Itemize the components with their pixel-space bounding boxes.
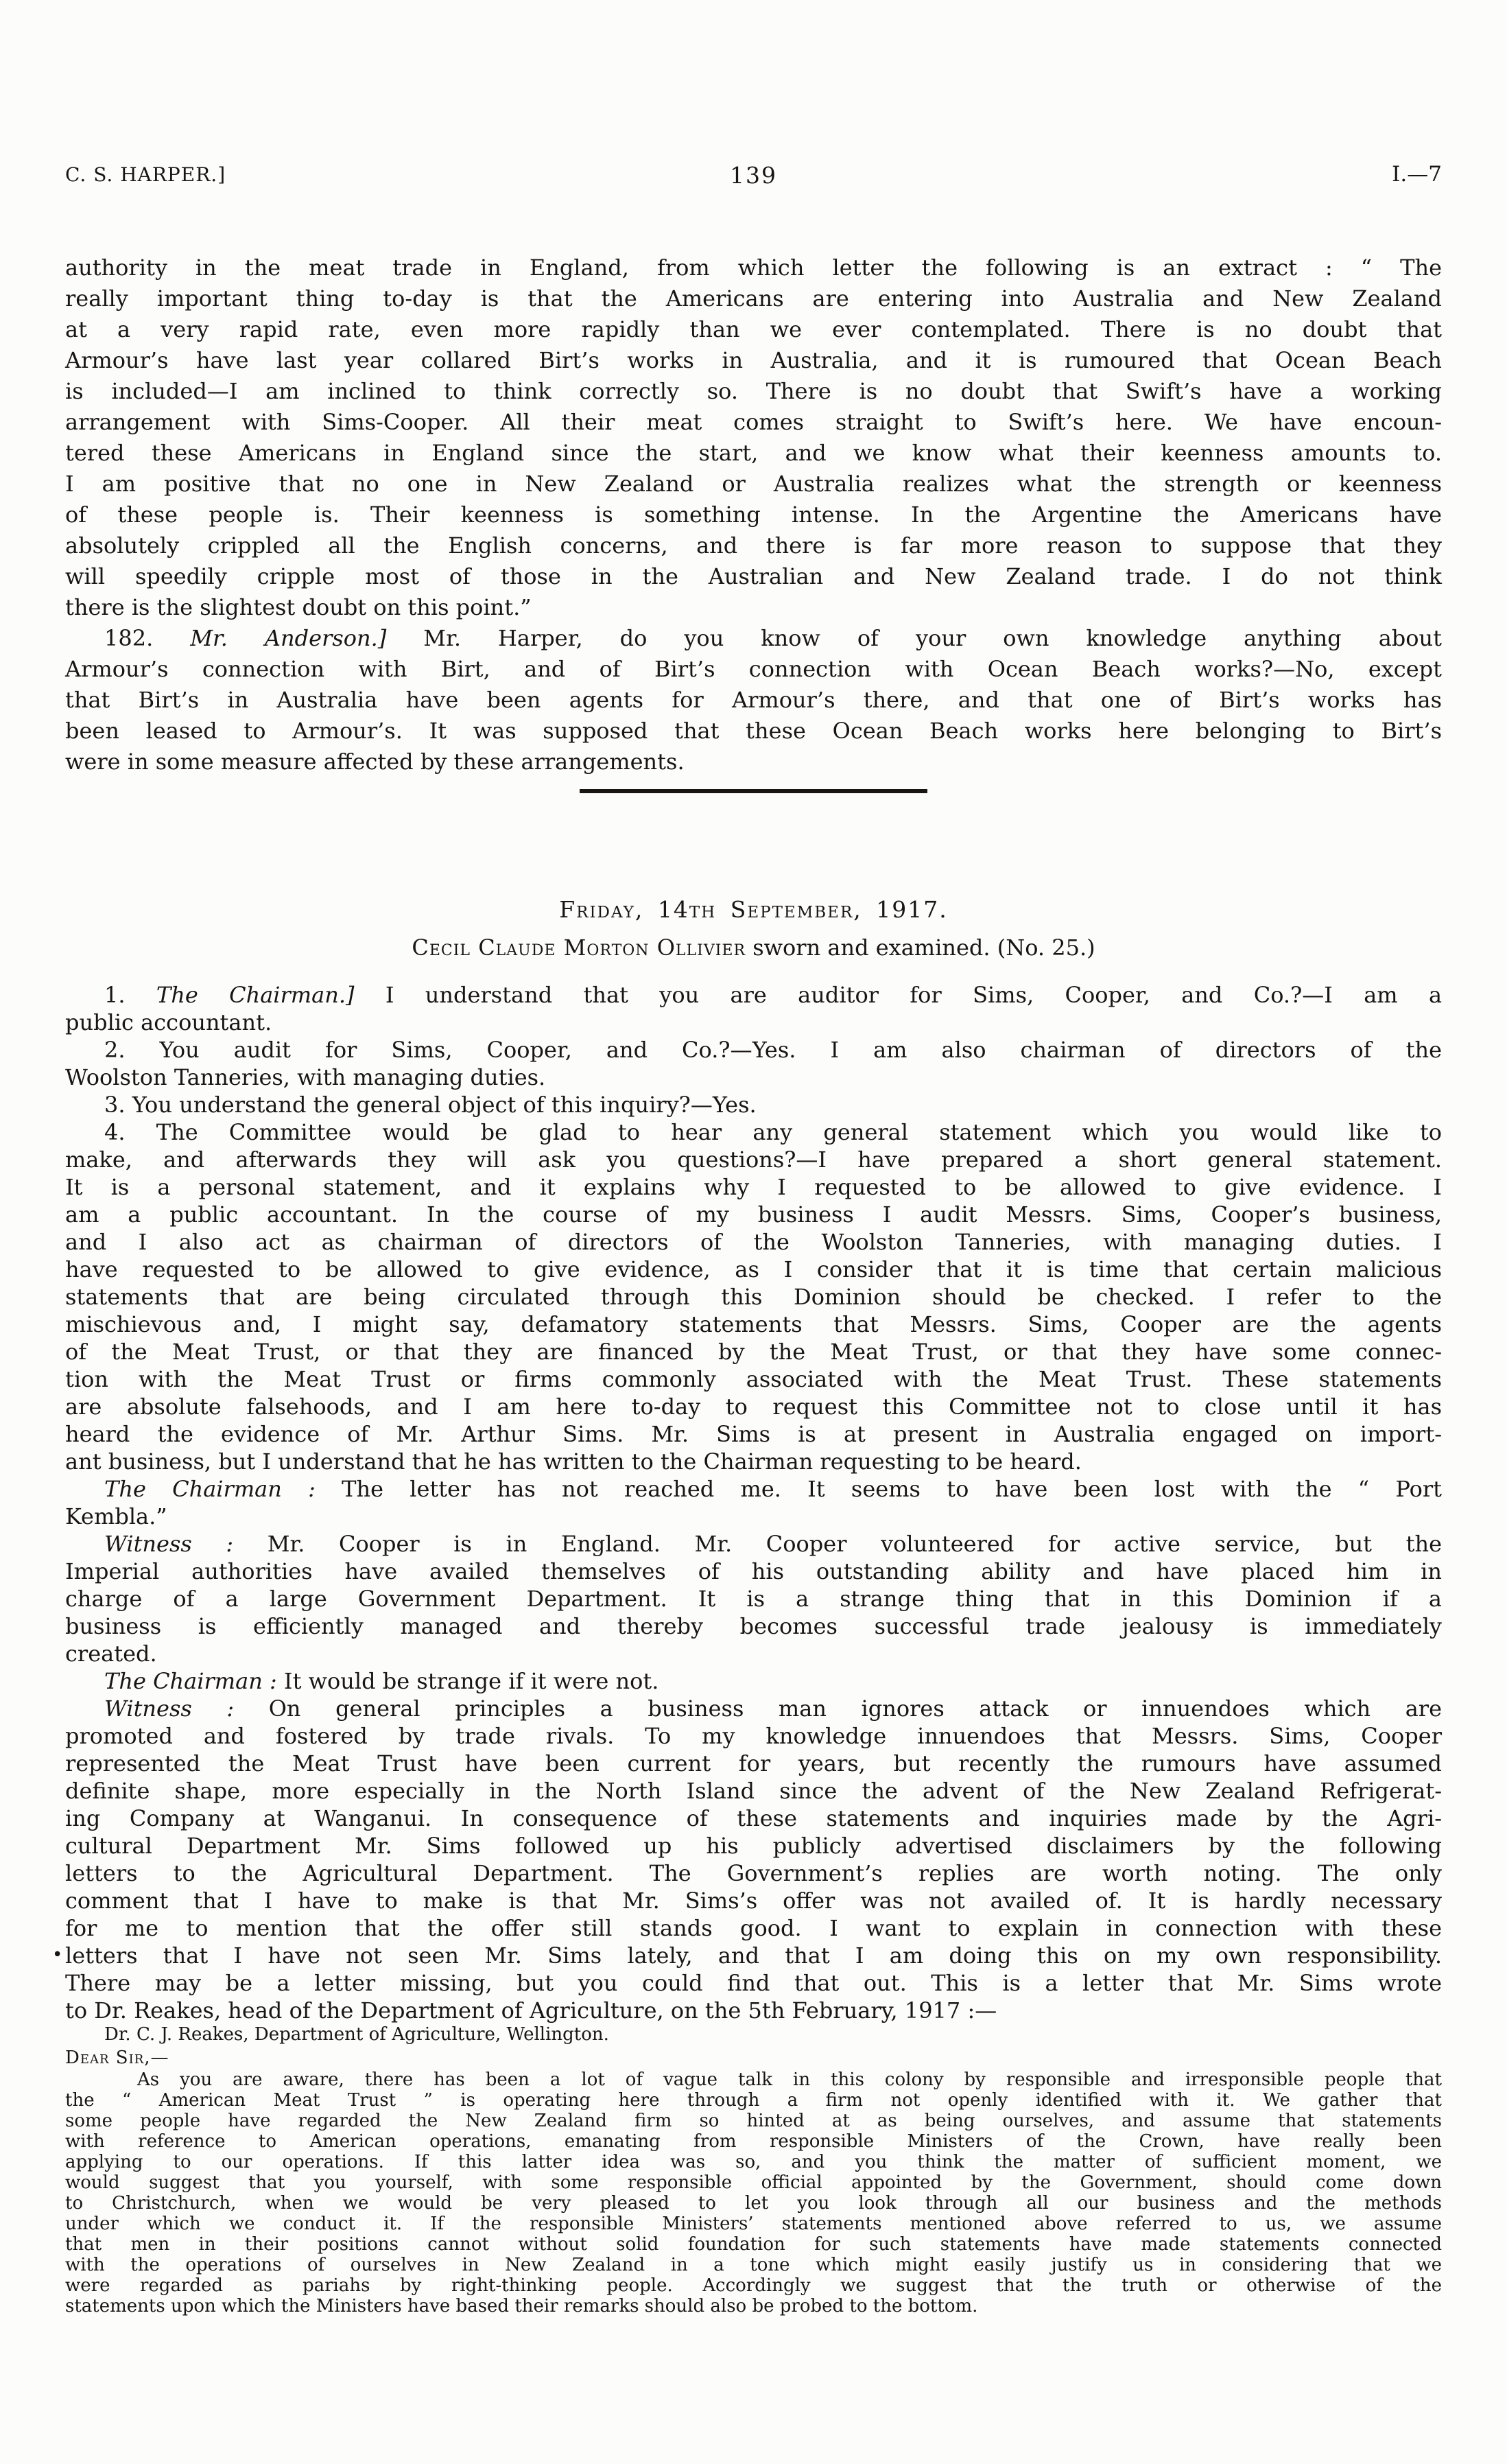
text-line: 4. The Committee would be glad to hear any general statement which you would like to: [104, 1119, 1442, 1145]
text-line: statements that are being circulated through this Dominion should be checked. I refer to the: [65, 1284, 1442, 1310]
paragraph: [65, 1530, 1442, 1667]
paragraph: [65, 253, 1442, 623]
text-line: [65, 1695, 1442, 1722]
text-line: arrangement with Sims-Cooper. All their meat comes straight to Swift’s here. We have encoun-: [65, 409, 1442, 435]
text-line: is included—I am inclined to think correctly so. There is no doubt that Swift’s have a working: [65, 378, 1442, 404]
text-line: cultural Department Mr. Sims followed up his publicly advertised disclaimers by the following: [65, 1833, 1442, 1859]
text-line: with reference to American operations, emanating from responsible Ministers of the Crown, have really been: [65, 2131, 1442, 2152]
text-line: It is a personal statement, and it explains why I requested to be allowed to give evidence. I: [65, 1174, 1442, 1200]
text-line: there is the slightest doubt on this point.”: [65, 594, 532, 620]
text-segment: 182.: [104, 625, 191, 651]
text-line: charge of a large Government Department. It is a strange thing that in this Dominion if a: [65, 1586, 1442, 1612]
paragraph: [65, 1091, 1442, 1118]
text-line: letters that I have not seen Mr. Sims lately, and that I am doing this on my own responsibility.: [65, 1943, 1442, 1969]
speaker-label: The Chairman :: [104, 1476, 342, 1502]
paragraph: [65, 2069, 1442, 2316]
speaker-label: Witness :: [104, 1696, 269, 1722]
page-number: 139: [730, 162, 777, 189]
previous-witness-ref: C. S. HARPER.]: [65, 163, 226, 186]
text-line: heard the evidence of Mr. Arthur Sims. Mr. Sims is at present in Australia engaged on import-: [65, 1421, 1442, 1447]
text-line: business is efficiently managed and thereby becomes successful trade jealousy is immediately: [65, 1613, 1442, 1639]
letter-salutation: Dear Sir,—: [65, 2048, 169, 2068]
text-line: [65, 1530, 1442, 1558]
text-line: absolutely crippled all the English concerns, and there is far more reason to suppose that they: [65, 532, 1442, 559]
speaker-label: Witness :: [104, 1531, 268, 1557]
paragraph: [65, 1036, 1442, 1091]
text-line: Kembla.”: [65, 1503, 167, 1529]
text-line: public accountant.: [65, 1009, 272, 1035]
text-segment: The letter has not reached me. It seems to have been lost with the “ Port: [342, 1476, 1443, 1502]
text-line: created.: [65, 1641, 157, 1667]
margin-ink-dot: •: [52, 1945, 63, 1965]
paragraph: [65, 1118, 1442, 1475]
text-line: been leased to Armour’s. It was supposed that these Ocean Beach works here belonging to Birt’s: [65, 718, 1442, 744]
paragraph: [65, 1475, 1442, 1530]
text-line: and I also act as chairman of directors of the Woolston Tanneries, with managing duties. I: [65, 1229, 1442, 1255]
text-line: for me to mention that the offer still stands good. I want to explain in connection with these: [65, 1915, 1442, 1941]
speaker-label: The Chairman :: [104, 1668, 284, 1694]
text-line: have requested to be allowed to give evidence, as I consider that it is time that certain malicious: [65, 1256, 1442, 1282]
text-line: the “ American Meat Trust ” is operating here through a firm not openly identified with it. We gather that: [65, 2090, 1442, 2111]
continuation-section: [65, 253, 1442, 777]
text-line: 3. You understand the general object of this inquiry?—Yes.: [104, 1092, 757, 1118]
text-line: will speedily cripple most of those in the Australian and New Zealand trade. I do not think: [65, 563, 1442, 589]
text-line: letters to the Agricultural Department. The Government’s replies are worth noting. The only: [65, 1860, 1442, 1886]
text-line: to Dr. Reakes, head of the Department of Agriculture, on the 5th February, 1917 :—: [65, 1997, 997, 2023]
text-line: [65, 1667, 1442, 1695]
paragraph: [65, 623, 1442, 777]
text-line: ant business, but I understand that he has written to the Chairman requesting to be heard.: [65, 1448, 1082, 1475]
text-segment: Mr. Cooper is in England. Mr. Cooper volunteered for active service, but the: [267, 1531, 1443, 1557]
text-line: would suggest that you yourself, with some responsible official appointed by the Government, should come down: [65, 2172, 1442, 2193]
text-line: [65, 1475, 1442, 1503]
text-line: Armour’s connection with Birt, and of Birt’s connection with Ocean Beach works?—No, except: [65, 656, 1442, 682]
speaker-label: Mr. Anderson.]: [190, 625, 424, 651]
text-line: comment that I have to make is that Mr. Sims’s offer was not availed of. It is hardly necessary: [65, 1888, 1442, 1914]
text-line: of these people is. Their keenness is something intense. In the Argentine the Americans have: [65, 502, 1442, 528]
letter-body: [65, 2069, 1442, 2316]
testimony-section: [65, 981, 1442, 2024]
text-line: 2. You audit for Sims, Cooper, and Co.?—Yes. I am also chairman of directors of the: [104, 1037, 1442, 1063]
paragraph: [65, 1695, 1442, 2024]
text-line: statements upon which the Ministers have based their remarks should also be probed to the bottom.: [65, 2296, 978, 2316]
text-line: ing Company at Wanganui. In consequence of these statements and inquiries made by the Agri-: [65, 1805, 1442, 1831]
text-line: applying to our operations. If this latter idea was so, and you think the matter of sufficient moment, we: [65, 2152, 1442, 2172]
text-segment: On general principles a business man ignores attack or innuendoes which are: [268, 1696, 1443, 1722]
text-line: at a very rapid rate, even more rapidly than we ever contemplated. There is no doubt that: [65, 316, 1442, 342]
quoted-letter-section: [65, 2024, 1442, 2316]
text-segment: It would be strange if it were not.: [283, 1668, 659, 1694]
text-segment: Mr. Harper, do you know of your own knowledge anything about: [423, 625, 1443, 651]
text-line: really important thing to-day is that the Americans are entering into Australia and New Zealand: [65, 285, 1442, 312]
text-line: some people have regarded the New Zealand firm so hinted at as being ourselves, and assume that statements: [65, 2111, 1442, 2131]
witness-heading-rest: sworn and examined. (No. 25.): [746, 935, 1095, 961]
paragraph: [65, 981, 1442, 1036]
text-segment: I understand that you are auditor for Sims, Cooper, and Co.?—I am a: [385, 982, 1443, 1008]
text-line: [65, 623, 1442, 654]
text-line: tered these Americans in England since the start, and we know what their keenness amounts to.: [65, 440, 1442, 466]
text-line: that Birt’s in Australia have been agents for Armour’s there, and that one of Birt’s works has: [65, 687, 1442, 713]
session-date-heading: Friday, 14th September, 1917.: [559, 896, 948, 923]
text-line: are absolute falsehoods, and I am here to-day to request this Committee not to close until it has: [65, 1394, 1442, 1420]
text-line: make, and afterwards they will ask you questions?—I have prepared a short general statement.: [65, 1147, 1442, 1173]
text-line: am a public accountant. In the course of my business I audit Messrs. Sims, Cooper’s business,: [65, 1201, 1442, 1228]
witness-name: Cecil Claude Morton Ollivier: [412, 935, 746, 961]
text-line: mischievous and, I might say, defamatory statements that Messrs. Sims, Cooper are the agents: [65, 1311, 1442, 1337]
text-line: Armour’s have last year collared Birt’s works in Australia, and it is rumoured that Ocean Beach: [65, 347, 1442, 373]
text-line: with the operations of ourselves in New Zealand in a tone which might easily justify us in considering that we: [65, 2255, 1442, 2275]
text-line: under which we conduct it. If the responsible Ministers’ statements mentioned above referred to us, we assume: [65, 2214, 1442, 2234]
paragraph: [65, 1667, 1442, 1695]
text-line: I am positive that no one in New Zealand or Australia realizes what the strength or keenness: [65, 471, 1442, 497]
running-header: [65, 163, 1442, 191]
text-line: promoted and fostered by trade rivals. To my knowledge innuendoes that Messrs. Sims, Cooper: [65, 1723, 1442, 1749]
section-divider-rule: [580, 789, 927, 793]
text-line: to Christchurch, when we would be very pleased to let you look through all our business and the methods: [65, 2193, 1442, 2214]
text-line: that men in their positions cannot without solid foundation for such statements have made statements connected: [65, 2234, 1442, 2255]
text-line: Imperial authorities have availed themselves of his outstanding ability and have placed him in: [65, 1558, 1442, 1584]
text-line: Woolston Tanneries, with managing duties.: [65, 1064, 546, 1090]
text-line: were in some measure affected by these arrangements.: [65, 749, 685, 775]
text-line: represented the Meat Trust have been current for years, but recently the rumours have assumed: [65, 1750, 1442, 1776]
text-line: tion with the Meat Trust or firms commonly associated with the Meat Trust. These statements: [65, 1366, 1442, 1392]
text-line: As you are aware, there has been a lot of vague talk in this colony by responsible and irresponsible people that: [137, 2069, 1442, 2090]
text-line: There may be a letter missing, but you could find that out. This is a letter that Mr. Sims wrote: [65, 1970, 1442, 1996]
text-segment: 1.: [104, 982, 156, 1008]
text-line: authority in the meat trade in England, from which letter the following is an extract : “ The: [65, 255, 1442, 281]
text-line: of the Meat Trust, or that they are financed by the Meat Trust, or that they have some connec-: [65, 1339, 1442, 1365]
text-line: were regarded as pariahs by right-thinking people. Accordingly we suggest that the truth or otherwise of the: [65, 2275, 1442, 2296]
text-line: definite shape, more especially in the North Island since the advent of the New Zealand Refrigerat-: [65, 1778, 1442, 1804]
letter-address: Dr. C. J. Reakes, Department of Agriculture, Wellington.: [104, 2024, 609, 2045]
witness-heading: [65, 935, 1442, 961]
text-line: [65, 981, 1442, 1009]
paper-reference: I.—7: [1392, 162, 1442, 187]
speaker-label: The Chairman.]: [156, 982, 385, 1008]
